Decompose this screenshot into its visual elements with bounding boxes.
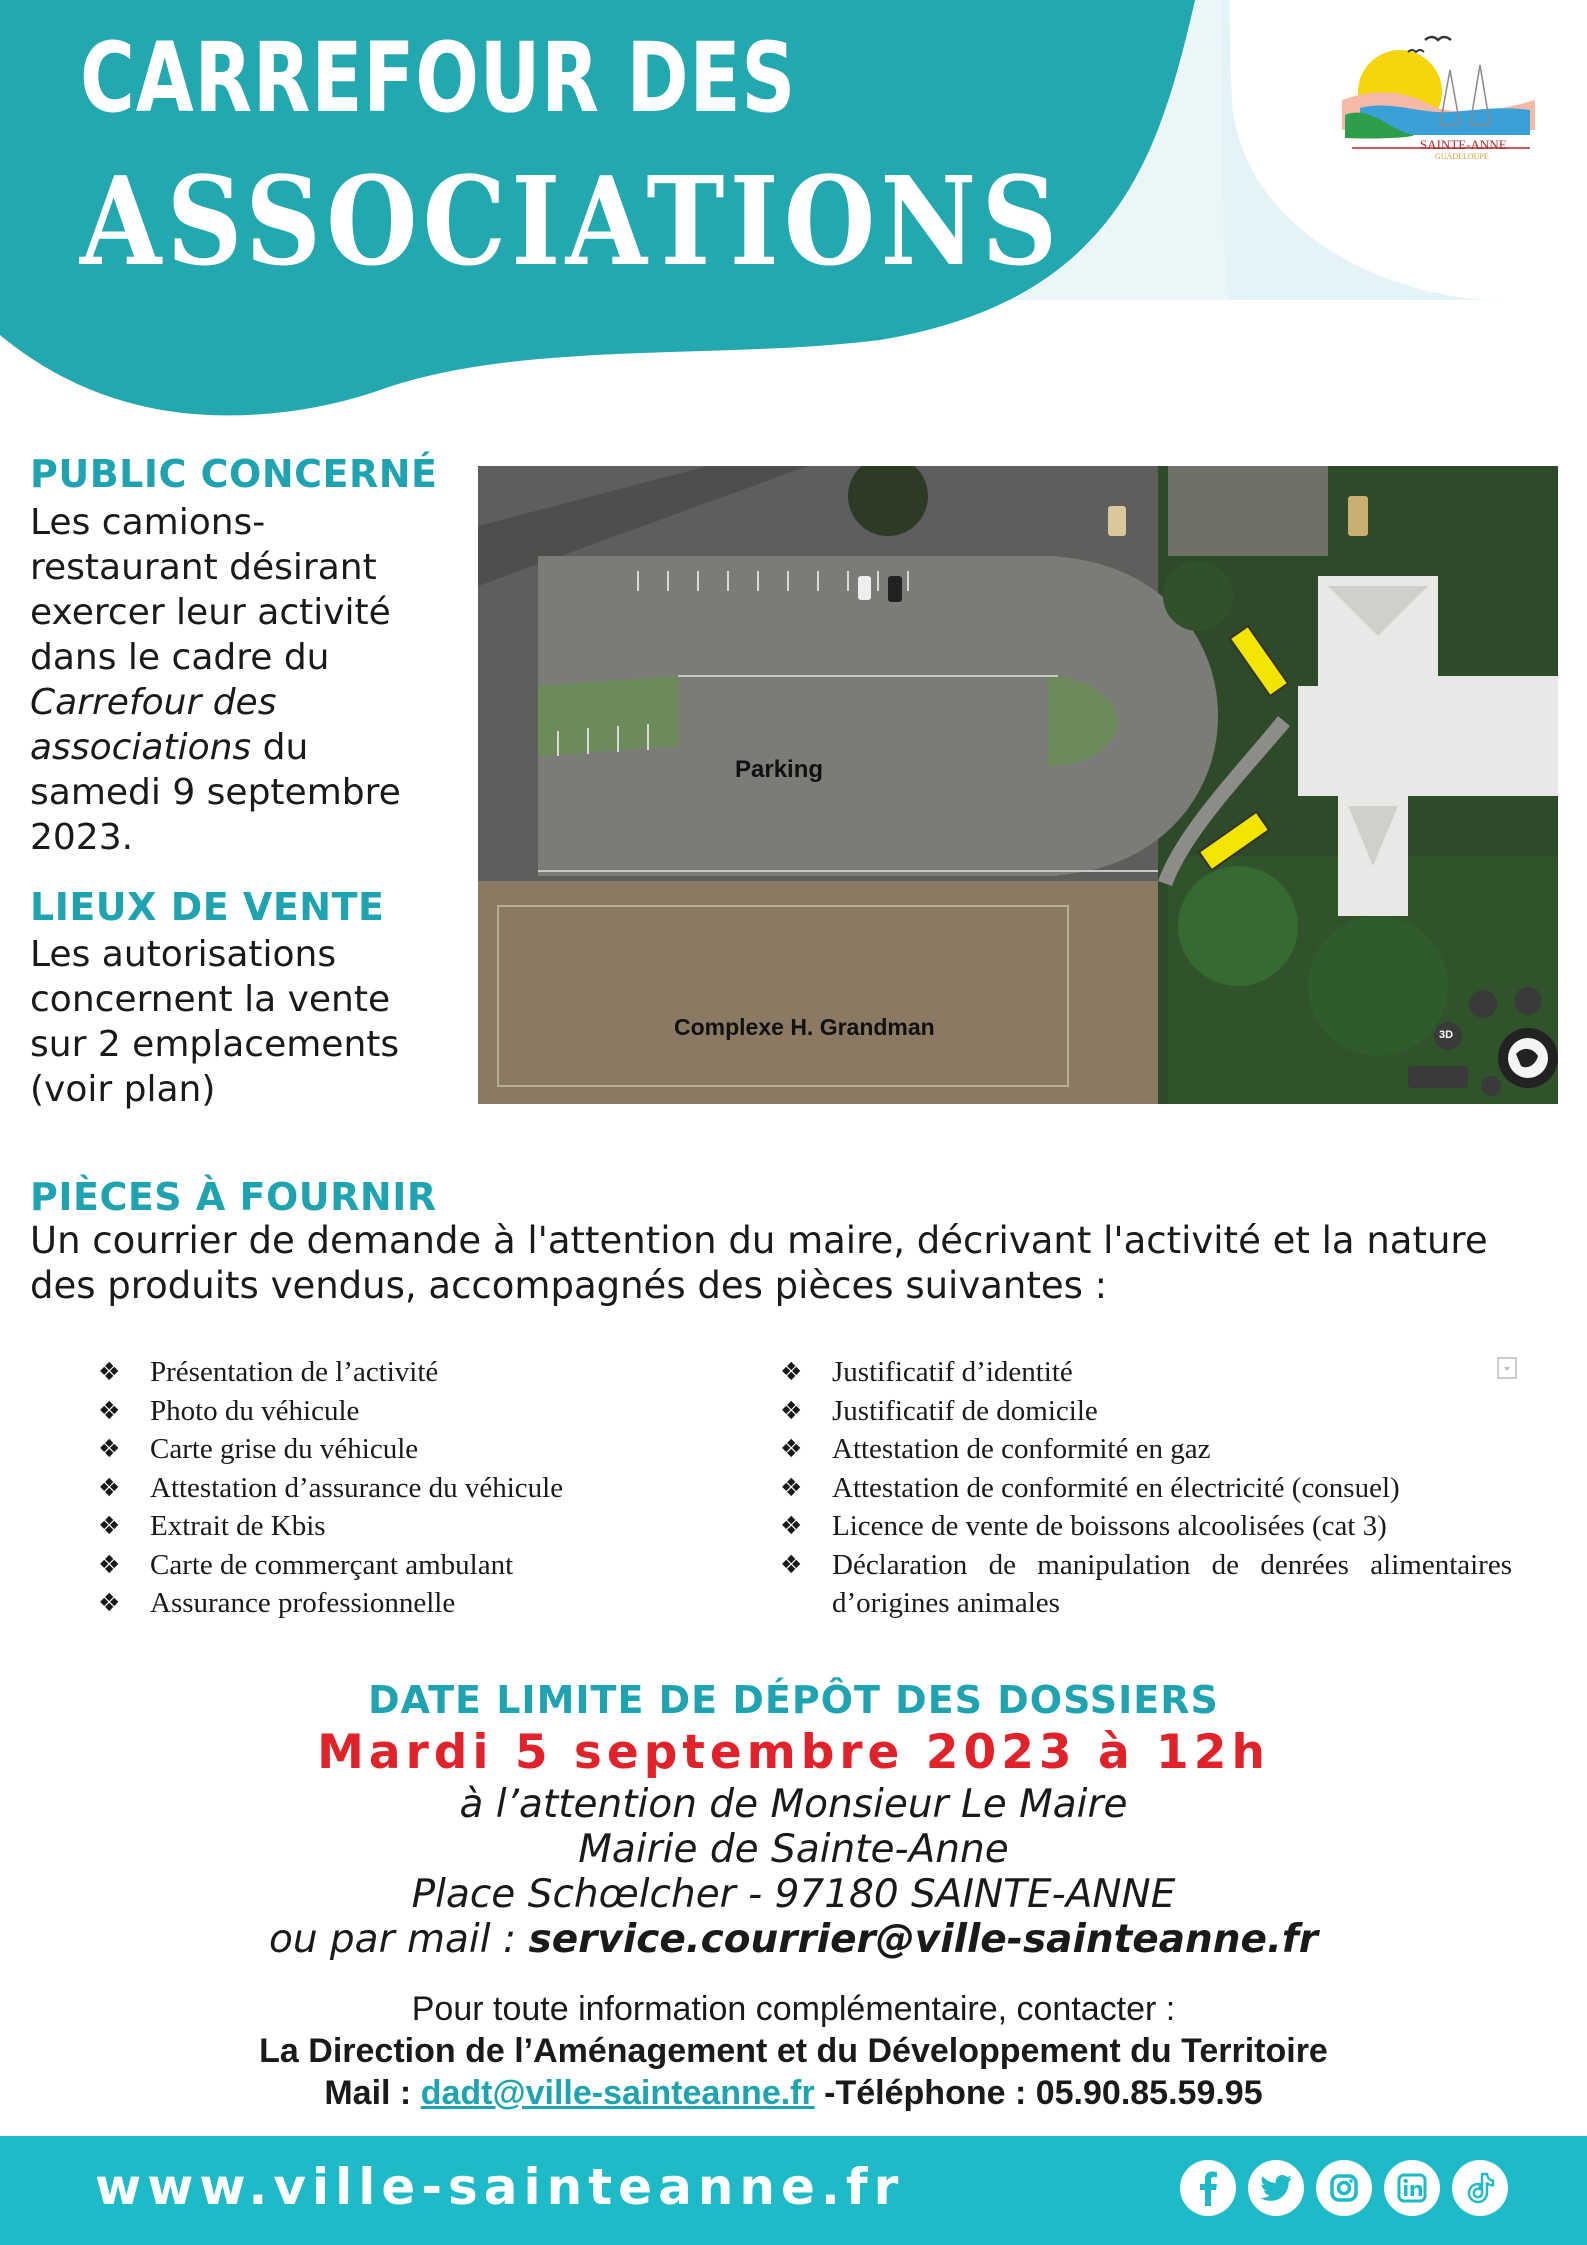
public-text-event-name: Carrefour des associations [30,682,277,768]
list-item [780,1353,1512,1392]
documents-list-right [780,1353,1512,1623]
public-concerne-text [30,500,450,860]
header-title-line2: ASSOCIATIONS [80,149,1063,293]
lieux-de-vente-text: Les autorisations concernent la vente sur 2 emplacements (voir plan) [30,934,400,1110]
list-item-text: Attestation de conformité en gaz [832,1433,1211,1465]
pieces-a-fournir-heading: PIÈCES À FOURNIR [30,1175,437,1219]
address-street: Place Schœlcher - 97180 SAINTE-ANNE [411,1872,1176,1917]
public-text-a: Les camions-restaurant désirant exercer leur activité dans le cadre du [30,502,391,678]
pieces-a-fournir-text: Un courrier de demande à l'attention du maire, décrivant l'activité et la nature des produits vendus, accompagnés des pièces suivantes : [30,1219,1488,1307]
bullet-icon: ❖ [780,1395,803,1425]
list-item [780,1392,1512,1431]
contact-mail-phone [0,2074,1587,2113]
bullet-icon: ❖ [780,1434,803,1463]
mail-prefix: Mail : [324,2074,421,2112]
map-label-complexe: Complexe H. Grandman [674,1014,935,1040]
header-title-line1: CARREFOUR DES [80,22,797,134]
list-item [98,1584,718,1623]
list-item-text: Assurance professionnelle [150,1587,456,1619]
list-item [98,1430,718,1469]
list-item [98,1469,718,1508]
list-item [780,1546,1512,1623]
documents-list-left [98,1353,718,1623]
list-item-text: Justificatif de domicile [832,1394,1098,1427]
list-item [780,1507,1512,1546]
list-item [780,1469,1512,1508]
bullet-icon: ❖ [98,1472,121,1502]
address-email-line [0,1917,1587,1962]
list-item-text: Attestation d’assurance du véhicule [150,1471,564,1504]
tiktok-icon[interactable] [1452,2160,1508,2216]
list-item-text: Extrait de Kbis [150,1510,326,1542]
public-text-b: du samedi 9 septembre 2023. [30,727,401,858]
aerial-map [478,466,1558,1104]
bullet-icon: ❖ [780,1472,803,1502]
list-item [98,1392,718,1431]
site-map-image [478,466,1558,1104]
contact-intro: Pour toute information complémentaire, contacter : [411,1990,1176,2028]
document-anchor-icon [1497,1357,1517,1379]
bullet-icon: ❖ [98,1434,121,1463]
list-item-text: Attestation de conformité en électricité (consuel) [832,1471,1400,1504]
logo-text-guadeloupe: GUADELOUPE [1435,152,1489,161]
list-item [98,1353,718,1392]
list-item [98,1546,718,1585]
linkedin-icon[interactable] [1384,2160,1440,2216]
list-item-text: Carte de commerçant ambulant [150,1548,514,1581]
bullet-icon: ❖ [780,1511,803,1540]
list-item-text: Justificatif d’identité [832,1356,1073,1388]
list-item-text: Photo du véhicule [150,1394,360,1427]
phone-text: -Téléphone : 05.90.85.59.95 [814,2074,1263,2112]
list-item [98,1507,718,1546]
bullet-icon: ❖ [98,1511,121,1540]
courrier-email-link[interactable]: service.courrier@ville-sainteanne.fr [528,1917,1319,1962]
deadline-heading: DATE LIMITE DE DÉPÔT DES DOSSIERS [368,1678,1219,1722]
bullet-icon: ❖ [98,1588,121,1617]
bullet-icon: ❖ [98,1549,121,1579]
map-3d-label: 3D [1439,1029,1454,1041]
deadline-date: Mardi 5 septembre 2023 à 12h [317,1725,1270,1780]
email-prefix: ou par mail : [268,1917,529,1962]
instagram-icon[interactable] [1316,2160,1372,2216]
lieux-de-vente-heading: LIEUX DE VENTE [30,885,385,929]
bullet-icon: ❖ [98,1395,121,1425]
list-item-text: Carte grise du véhicule [150,1433,419,1465]
list-item-text: Déclaration de manipulation de denrées alimentaires d’origines animales [832,1548,1512,1619]
dadt-email-link[interactable]: dadt@ville-sainteanne.fr [420,2074,815,2112]
logo-text-sainte-anne: SAINTE-ANNE [1420,137,1507,152]
bullet-icon: ❖ [780,1357,803,1386]
map-label-parking: Parking [735,756,824,783]
twitter-icon[interactable] [1248,2160,1304,2216]
footer-website-link[interactable]: www.ville-sainteanne.fr [95,2158,905,2216]
address-mairie: Mairie de Sainte-Anne [578,1827,1009,1872]
address-recipient: à l’attention de Monsieur Le Maire [459,1782,1128,1827]
public-concerne-heading: PUBLIC CONCERNÉ [30,452,438,496]
list-item [780,1430,1512,1469]
bullet-icon: ❖ [98,1357,121,1386]
contact-department: La Direction de l’Aménagement et du Développement du Territoire [259,2032,1328,2070]
list-item-text: Licence de vente de boissons alcoolisées (cat 3) [832,1510,1387,1542]
bullet-icon: ❖ [780,1549,803,1579]
list-item-text: Présentation de l’activité [150,1356,439,1388]
facebook-icon[interactable] [1180,2160,1236,2216]
